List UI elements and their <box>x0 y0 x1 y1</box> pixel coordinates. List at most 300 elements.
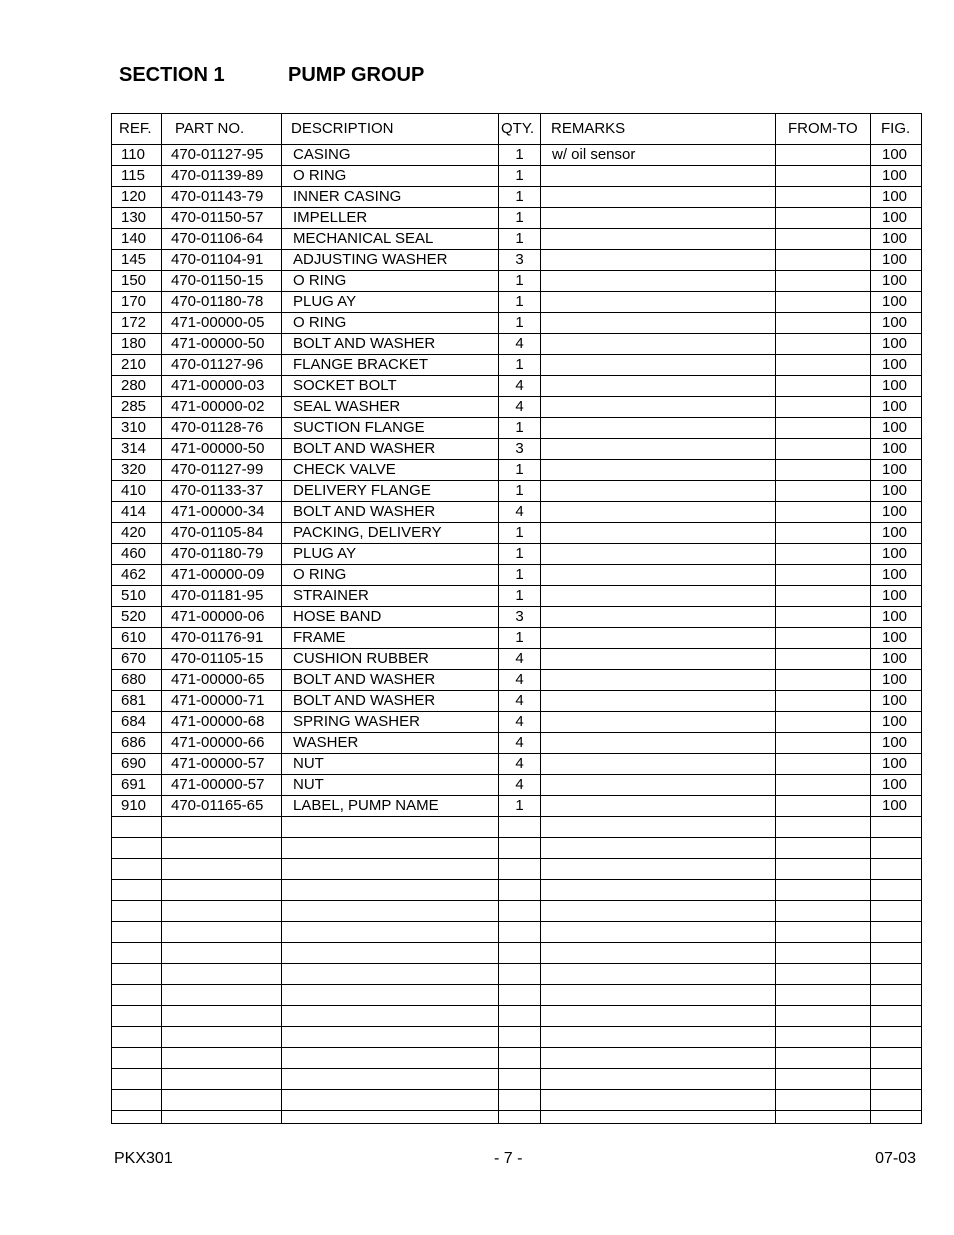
cell-remarks <box>541 523 776 544</box>
empty-cell <box>162 1069 282 1090</box>
empty-cell <box>282 901 499 922</box>
cell-remarks <box>541 544 776 565</box>
cell-remarks <box>541 670 776 691</box>
cell-part-no: 471-00000-65 <box>162 670 282 691</box>
cell-remarks <box>541 712 776 733</box>
cell-part-no: 470-01143-79 <box>162 187 282 208</box>
cell-remarks <box>541 313 776 334</box>
cell-from-to <box>776 397 871 418</box>
cell-qty: 4 <box>499 502 541 523</box>
cell-description: WASHER <box>282 733 499 754</box>
cell-qty: 4 <box>499 376 541 397</box>
empty-cell <box>282 1069 499 1090</box>
cell-ref: 670 <box>112 649 162 670</box>
cell-fig: 100 <box>871 628 922 649</box>
cell-part-no: 471-00000-50 <box>162 334 282 355</box>
cell-ref: 686 <box>112 733 162 754</box>
cell-description: O RING <box>282 271 499 292</box>
cell-from-to <box>776 586 871 607</box>
empty-table-row <box>112 943 922 964</box>
cell-from-to <box>776 649 871 670</box>
empty-table-row <box>112 1048 922 1069</box>
empty-cell <box>162 985 282 1006</box>
table-row <box>112 334 922 355</box>
cell-description: ADJUSTING WASHER <box>282 250 499 271</box>
cell-description: BOLT AND WASHER <box>282 334 499 355</box>
empty-cell <box>499 1048 541 1069</box>
footer-page-number: - 7 - <box>494 1150 523 1167</box>
cell-part-no: 470-01133-37 <box>162 481 282 502</box>
cell-fig: 100 <box>871 754 922 775</box>
cell-from-to <box>776 313 871 334</box>
cell-remarks <box>541 166 776 187</box>
empty-table-row <box>112 838 922 859</box>
cell-ref: 140 <box>112 229 162 250</box>
empty-cell <box>541 922 776 943</box>
cell-description: NUT <box>282 775 499 796</box>
cell-description: CHECK VALVE <box>282 460 499 481</box>
cell-remarks <box>541 607 776 628</box>
cell-from-to <box>776 418 871 439</box>
empty-cell <box>776 1048 871 1069</box>
cell-description: STRAINER <box>282 586 499 607</box>
cell-remarks <box>541 229 776 250</box>
cell-part-no: 471-00000-02 <box>162 397 282 418</box>
col-header-fig: FIG. <box>871 114 922 145</box>
cell-qty: 1 <box>499 208 541 229</box>
cell-remarks <box>541 733 776 754</box>
empty-cell <box>776 985 871 1006</box>
cell-part-no: 470-01106-64 <box>162 229 282 250</box>
cell-description: O RING <box>282 565 499 586</box>
empty-cell <box>499 1027 541 1048</box>
empty-cell <box>776 1006 871 1027</box>
empty-cell <box>776 1069 871 1090</box>
table-row <box>112 481 922 502</box>
empty-cell <box>541 901 776 922</box>
col-header-from-to: FROM-TO <box>776 114 871 145</box>
cell-part-no: 471-00000-68 <box>162 712 282 733</box>
col-header-remarks: REMARKS <box>541 114 776 145</box>
cell-part-no: 470-01180-79 <box>162 544 282 565</box>
table-row <box>112 754 922 775</box>
cell-part-no: 470-01181-95 <box>162 586 282 607</box>
empty-cell <box>162 1006 282 1027</box>
empty-cell <box>871 1048 922 1069</box>
cell-description: INNER CASING <box>282 187 499 208</box>
empty-cell <box>541 985 776 1006</box>
empty-cell <box>162 817 282 838</box>
table-row <box>112 733 922 754</box>
table-row <box>112 166 922 187</box>
empty-cell <box>162 922 282 943</box>
cell-ref: 180 <box>112 334 162 355</box>
cell-remarks <box>541 418 776 439</box>
empty-cell <box>776 880 871 901</box>
table-row <box>112 439 922 460</box>
empty-cell <box>162 1027 282 1048</box>
empty-cell <box>871 943 922 964</box>
empty-cell <box>871 880 922 901</box>
cell-description: DELIVERY FLANGE <box>282 481 499 502</box>
empty-cell <box>162 964 282 985</box>
cell-ref: 120 <box>112 187 162 208</box>
col-header-qty: QTY. <box>499 114 541 145</box>
cell-description: SEAL WASHER <box>282 397 499 418</box>
cell-part-no: 471-00000-34 <box>162 502 282 523</box>
cell-qty: 4 <box>499 775 541 796</box>
cell-qty: 1 <box>499 271 541 292</box>
cell-ref: 414 <box>112 502 162 523</box>
cell-fig: 100 <box>871 670 922 691</box>
cell-remarks <box>541 439 776 460</box>
empty-cell <box>162 1048 282 1069</box>
cell-fig: 100 <box>871 145 922 166</box>
cell-qty: 3 <box>499 607 541 628</box>
empty-cell <box>162 943 282 964</box>
cell-from-to <box>776 166 871 187</box>
cell-description: BOLT AND WASHER <box>282 670 499 691</box>
cell-ref: 681 <box>112 691 162 712</box>
cell-ref: 145 <box>112 250 162 271</box>
empty-table-row <box>112 964 922 985</box>
empty-cell <box>541 964 776 985</box>
cell-remarks <box>541 460 776 481</box>
cell-part-no: 470-01150-15 <box>162 271 282 292</box>
cell-qty: 4 <box>499 397 541 418</box>
cell-from-to <box>776 439 871 460</box>
cell-ref: 314 <box>112 439 162 460</box>
table-row <box>112 670 922 691</box>
empty-cell <box>776 817 871 838</box>
cell-part-no: 471-00000-71 <box>162 691 282 712</box>
table-row <box>112 775 922 796</box>
cell-part-no: 471-00000-03 <box>162 376 282 397</box>
empty-cell <box>871 1111 922 1124</box>
cell-description: BOLT AND WASHER <box>282 691 499 712</box>
cell-ref: 285 <box>112 397 162 418</box>
empty-cell <box>499 1006 541 1027</box>
empty-cell <box>541 859 776 880</box>
cell-fig: 100 <box>871 229 922 250</box>
cell-remarks <box>541 208 776 229</box>
cell-remarks <box>541 754 776 775</box>
cell-from-to <box>776 187 871 208</box>
empty-cell <box>112 1111 162 1124</box>
empty-cell <box>499 838 541 859</box>
cell-part-no: 470-01139-89 <box>162 166 282 187</box>
empty-cell <box>776 922 871 943</box>
cell-remarks <box>541 250 776 271</box>
cell-description: SOCKET BOLT <box>282 376 499 397</box>
empty-cell <box>162 1111 282 1124</box>
empty-cell <box>871 1027 922 1048</box>
cell-qty: 4 <box>499 712 541 733</box>
page-title <box>119 64 424 87</box>
cell-from-to <box>776 565 871 586</box>
cell-ref: 910 <box>112 796 162 817</box>
empty-cell <box>541 1048 776 1069</box>
cell-qty: 1 <box>499 229 541 250</box>
cell-ref: 520 <box>112 607 162 628</box>
empty-table-row <box>112 1006 922 1027</box>
cell-description: BOLT AND WASHER <box>282 502 499 523</box>
cell-fig: 100 <box>871 565 922 586</box>
table-row <box>112 292 922 313</box>
cell-ref: 130 <box>112 208 162 229</box>
empty-cell <box>499 901 541 922</box>
empty-cell <box>112 859 162 880</box>
cell-from-to <box>776 775 871 796</box>
table-row <box>112 796 922 817</box>
empty-cell <box>499 964 541 985</box>
table-header-row <box>112 114 922 145</box>
cell-ref: 460 <box>112 544 162 565</box>
cell-fig: 100 <box>871 355 922 376</box>
cell-part-no: 470-01127-99 <box>162 460 282 481</box>
table-row <box>112 187 922 208</box>
cell-description: CUSHION RUBBER <box>282 649 499 670</box>
empty-cell <box>871 817 922 838</box>
cell-ref: 410 <box>112 481 162 502</box>
table-row <box>112 628 922 649</box>
empty-cell <box>112 880 162 901</box>
empty-cell <box>162 880 282 901</box>
empty-table-row <box>112 1111 922 1124</box>
cell-part-no: 471-00000-57 <box>162 775 282 796</box>
empty-cell <box>112 1090 162 1111</box>
empty-cell <box>541 1111 776 1124</box>
cell-fig: 100 <box>871 460 922 481</box>
empty-cell <box>499 859 541 880</box>
cell-ref: 210 <box>112 355 162 376</box>
cell-qty: 4 <box>499 649 541 670</box>
cell-ref: 680 <box>112 670 162 691</box>
table-row <box>112 397 922 418</box>
cell-qty: 1 <box>499 481 541 502</box>
empty-table-row <box>112 901 922 922</box>
cell-fig: 100 <box>871 376 922 397</box>
table-row <box>112 544 922 565</box>
section-number: SECTION 1 <box>119 64 225 86</box>
cell-part-no: 471-00000-05 <box>162 313 282 334</box>
cell-fig: 100 <box>871 586 922 607</box>
cell-from-to <box>776 376 871 397</box>
cell-remarks <box>541 586 776 607</box>
table-row <box>112 355 922 376</box>
empty-cell <box>776 964 871 985</box>
cell-part-no: 470-01176-91 <box>162 628 282 649</box>
empty-cell <box>162 1090 282 1111</box>
cell-qty: 1 <box>499 544 541 565</box>
empty-cell <box>871 838 922 859</box>
cell-from-to <box>776 544 871 565</box>
empty-cell <box>499 817 541 838</box>
empty-cell <box>112 1048 162 1069</box>
empty-cell <box>871 1069 922 1090</box>
table-row <box>112 460 922 481</box>
empty-table-row <box>112 922 922 943</box>
cell-qty: 1 <box>499 523 541 544</box>
table-row <box>112 691 922 712</box>
cell-fig: 100 <box>871 796 922 817</box>
empty-cell <box>871 922 922 943</box>
footer-date: 07-03 <box>875 1150 916 1167</box>
cell-ref: 150 <box>112 271 162 292</box>
cell-fig: 100 <box>871 292 922 313</box>
empty-cell <box>282 838 499 859</box>
cell-qty: 4 <box>499 733 541 754</box>
cell-remarks <box>541 775 776 796</box>
cell-description: LABEL, PUMP NAME <box>282 796 499 817</box>
empty-cell <box>499 880 541 901</box>
table-row <box>112 523 922 544</box>
empty-cell <box>776 1111 871 1124</box>
empty-cell <box>499 922 541 943</box>
cell-description: SUCTION FLANGE <box>282 418 499 439</box>
cell-from-to <box>776 712 871 733</box>
table-row <box>112 208 922 229</box>
cell-fig: 100 <box>871 334 922 355</box>
cell-qty: 1 <box>499 460 541 481</box>
empty-cell <box>282 943 499 964</box>
cell-qty: 1 <box>499 145 541 166</box>
cell-fig: 100 <box>871 607 922 628</box>
cell-remarks <box>541 271 776 292</box>
table-row <box>112 649 922 670</box>
empty-cell <box>162 859 282 880</box>
empty-cell <box>541 1027 776 1048</box>
cell-qty: 1 <box>499 187 541 208</box>
cell-fig: 100 <box>871 775 922 796</box>
cell-ref: 510 <box>112 586 162 607</box>
empty-table-row <box>112 1069 922 1090</box>
empty-cell <box>282 1111 499 1124</box>
cell-fig: 100 <box>871 481 922 502</box>
empty-cell <box>282 859 499 880</box>
cell-qty: 3 <box>499 250 541 271</box>
cell-part-no: 470-01128-76 <box>162 418 282 439</box>
cell-from-to <box>776 355 871 376</box>
empty-cell <box>282 964 499 985</box>
cell-fig: 100 <box>871 166 922 187</box>
empty-cell <box>541 817 776 838</box>
cell-part-no: 470-01105-15 <box>162 649 282 670</box>
empty-cell <box>162 901 282 922</box>
cell-description: FLANGE BRACKET <box>282 355 499 376</box>
cell-part-no: 470-01104-91 <box>162 250 282 271</box>
empty-cell <box>112 943 162 964</box>
empty-cell <box>871 901 922 922</box>
cell-from-to <box>776 334 871 355</box>
cell-remarks <box>541 691 776 712</box>
empty-cell <box>112 985 162 1006</box>
section-title: PUMP GROUP <box>288 64 425 86</box>
empty-cell <box>871 859 922 880</box>
cell-description: PLUG AY <box>282 292 499 313</box>
cell-qty: 1 <box>499 313 541 334</box>
cell-from-to <box>776 502 871 523</box>
cell-description: HOSE BAND <box>282 607 499 628</box>
cell-remarks <box>541 565 776 586</box>
cell-ref: 170 <box>112 292 162 313</box>
empty-cell <box>499 1111 541 1124</box>
cell-ref: 310 <box>112 418 162 439</box>
cell-part-no: 471-00000-66 <box>162 733 282 754</box>
table-row <box>112 712 922 733</box>
table-row <box>112 313 922 334</box>
cell-qty: 3 <box>499 439 541 460</box>
empty-cell <box>499 1069 541 1090</box>
cell-part-no: 470-01127-95 <box>162 145 282 166</box>
cell-from-to <box>776 607 871 628</box>
cell-fig: 100 <box>871 733 922 754</box>
cell-fig: 100 <box>871 418 922 439</box>
empty-cell <box>871 1006 922 1027</box>
cell-description: NUT <box>282 754 499 775</box>
cell-remarks <box>541 187 776 208</box>
parts-table <box>111 113 922 1124</box>
cell-from-to <box>776 292 871 313</box>
cell-from-to <box>776 250 871 271</box>
cell-part-no: 471-00000-57 <box>162 754 282 775</box>
table-row <box>112 586 922 607</box>
cell-ref: 420 <box>112 523 162 544</box>
empty-table-row <box>112 985 922 1006</box>
cell-fig: 100 <box>871 649 922 670</box>
cell-remarks <box>541 649 776 670</box>
cell-fig: 100 <box>871 523 922 544</box>
cell-ref: 110 <box>112 145 162 166</box>
cell-description: MECHANICAL SEAL <box>282 229 499 250</box>
empty-cell <box>282 1090 499 1111</box>
empty-cell <box>776 1027 871 1048</box>
cell-ref: 684 <box>112 712 162 733</box>
cell-description: FRAME <box>282 628 499 649</box>
parts-table-body <box>112 145 922 1124</box>
cell-from-to <box>776 628 871 649</box>
cell-part-no: 471-00000-09 <box>162 565 282 586</box>
cell-qty: 1 <box>499 796 541 817</box>
cell-remarks <box>541 628 776 649</box>
empty-cell <box>541 943 776 964</box>
cell-qty: 1 <box>499 292 541 313</box>
table-row <box>112 565 922 586</box>
table-row <box>112 145 922 166</box>
cell-description: BOLT AND WASHER <box>282 439 499 460</box>
table-row <box>112 418 922 439</box>
cell-from-to <box>776 796 871 817</box>
cell-from-to <box>776 523 871 544</box>
empty-cell <box>112 922 162 943</box>
cell-qty: 1 <box>499 418 541 439</box>
cell-from-to <box>776 670 871 691</box>
empty-cell <box>112 901 162 922</box>
cell-fig: 100 <box>871 502 922 523</box>
empty-table-row <box>112 1090 922 1111</box>
empty-cell <box>776 1090 871 1111</box>
empty-cell <box>282 880 499 901</box>
cell-remarks: w/ oil sensor <box>541 145 776 166</box>
cell-from-to <box>776 460 871 481</box>
cell-from-to <box>776 271 871 292</box>
empty-cell <box>499 1090 541 1111</box>
cell-part-no: 471-00000-50 <box>162 439 282 460</box>
cell-from-to <box>776 208 871 229</box>
cell-fig: 100 <box>871 712 922 733</box>
cell-qty: 4 <box>499 754 541 775</box>
empty-cell <box>871 985 922 1006</box>
